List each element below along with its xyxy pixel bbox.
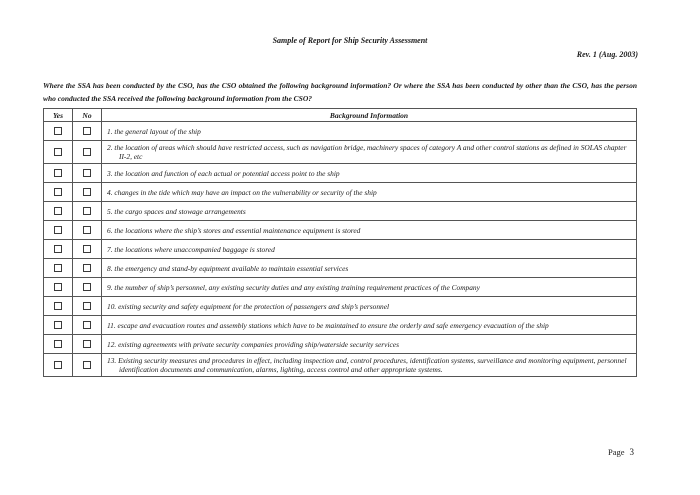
yes-cell [44, 221, 73, 240]
background-info-item: 8. the emergency and stand-by equipment available to maintain essential services [107, 263, 349, 273]
yes-checkbox[interactable] [54, 226, 62, 234]
yes-cell [44, 297, 73, 316]
table-row [44, 316, 637, 335]
no-cell [73, 122, 102, 141]
table-row [44, 278, 637, 297]
no-cell [73, 240, 102, 259]
yes-cell [44, 354, 73, 377]
yes-checkbox[interactable] [54, 148, 62, 156]
no-checkbox[interactable] [83, 283, 91, 291]
no-checkbox[interactable] [83, 169, 91, 177]
no-cell [73, 297, 102, 316]
table-row [44, 259, 637, 278]
table-row [44, 354, 637, 377]
background-info-item: 5. the cargo spaces and stowage arrangements [107, 206, 246, 216]
no-checkbox[interactable] [83, 188, 91, 196]
background-info-item: 11. escape and evacuation routes and assembly stations which have to be maintained to ensure the orderly and safe emergency evacuation of the ship [107, 320, 549, 330]
no-checkbox[interactable] [83, 127, 91, 135]
table-row [44, 122, 637, 141]
background-info-item: 10. existing security and safety equipment for the protection of passengers and ship’s personnel [107, 301, 390, 311]
yes-cell [44, 183, 73, 202]
table-row [44, 164, 637, 183]
no-checkbox[interactable] [83, 302, 91, 310]
yes-cell [44, 141, 73, 164]
background-info-item: 13. Existing security measures and procedures in effect, including inspection and, control procedures, identification systems, surveillance and monitoring equipment, personnel identification documents and communication, alarms, lighting, access control and other appropriate systems. [107, 356, 627, 374]
yes-cell [44, 202, 73, 221]
no-cell [73, 278, 102, 297]
column-header-no: No [73, 109, 102, 122]
yes-checkbox[interactable] [54, 264, 62, 272]
yes-cell [44, 164, 73, 183]
yes-checkbox[interactable] [54, 340, 62, 348]
table-header-row [44, 109, 637, 122]
yes-checkbox[interactable] [54, 207, 62, 215]
document-title: Sample of Report for Ship Security Assessment [272, 36, 428, 45]
background-info-item: 9. the number of ship’s personnel, any existing security duties and any existing training requirement practices of the Company [107, 282, 480, 292]
table-row [44, 183, 637, 202]
yes-cell [44, 335, 73, 354]
background-info-item: 1. the general layout of the ship [107, 126, 201, 136]
no-cell [73, 221, 102, 240]
column-header-background-information: Background Information [102, 109, 637, 122]
no-cell [73, 141, 102, 164]
table-row [44, 221, 637, 240]
intro-question: Where the SSA has been conducted by the CSO, has the CSO obtained the following background information? Or where the SSA has been conducted by other than the CSO, has the person who conducted the SSA received the following background information from the CSO? [43, 81, 637, 103]
yes-checkbox[interactable] [54, 283, 62, 291]
yes-checkbox[interactable] [54, 169, 62, 177]
yes-cell [44, 278, 73, 297]
background-info-item: 4. changes in the tide which may have an impact on the vulnerability or security of the ship [107, 187, 377, 197]
yes-checkbox[interactable] [54, 302, 62, 310]
no-checkbox[interactable] [83, 207, 91, 215]
table-row [44, 297, 637, 316]
background-info-item: 6. the locations where the ship’s stores and essential maintenance equipment is stored [107, 225, 361, 235]
no-checkbox[interactable] [83, 361, 91, 369]
yes-cell [44, 240, 73, 259]
yes-cell [44, 122, 73, 141]
no-checkbox[interactable] [83, 226, 91, 234]
no-checkbox[interactable] [83, 245, 91, 253]
page-number: 3 [629, 447, 634, 457]
yes-checkbox[interactable] [54, 245, 62, 253]
no-cell [73, 316, 102, 335]
background-info-item: 3. the location and function of each actual or potential access point to the ship [107, 168, 340, 178]
no-cell [73, 183, 102, 202]
background-info-item: 2. the location of areas which should have restricted access, such as navigation bridge, machinery spaces of category A and other control stations as defined in SOLAS chapter II-2, etc [107, 143, 627, 161]
yes-cell [44, 316, 73, 335]
table-row [44, 335, 637, 354]
page-content [0, 79, 700, 377]
page-label: Page [607, 447, 625, 457]
no-cell [73, 164, 102, 183]
table-row [44, 202, 637, 221]
yes-checkbox[interactable] [54, 321, 62, 329]
yes-checkbox[interactable] [54, 188, 62, 196]
no-checkbox[interactable] [83, 264, 91, 272]
no-checkbox[interactable] [83, 340, 91, 348]
table-row [44, 141, 637, 164]
page-footer [608, 447, 634, 457]
table-body [44, 122, 637, 377]
no-checkbox[interactable] [83, 148, 91, 156]
table-row [44, 240, 637, 259]
no-cell [73, 259, 102, 278]
yes-checkbox[interactable] [54, 361, 62, 369]
background-info-item: 12. existing agreements with private security companies providing ship/waterside security services [107, 339, 399, 349]
no-cell [73, 202, 102, 221]
no-cell [73, 354, 102, 377]
no-cell [73, 335, 102, 354]
background-information-table [43, 108, 637, 377]
no-checkbox[interactable] [83, 321, 91, 329]
revision-note: Rev. 1 (Aug. 2003) [576, 50, 638, 59]
table-header [44, 109, 637, 122]
yes-cell [44, 259, 73, 278]
column-header-yes: Yes [44, 109, 73, 122]
yes-checkbox[interactable] [54, 127, 62, 135]
background-info-item: 7. the locations where unaccompanied baggage is stored [107, 244, 275, 254]
